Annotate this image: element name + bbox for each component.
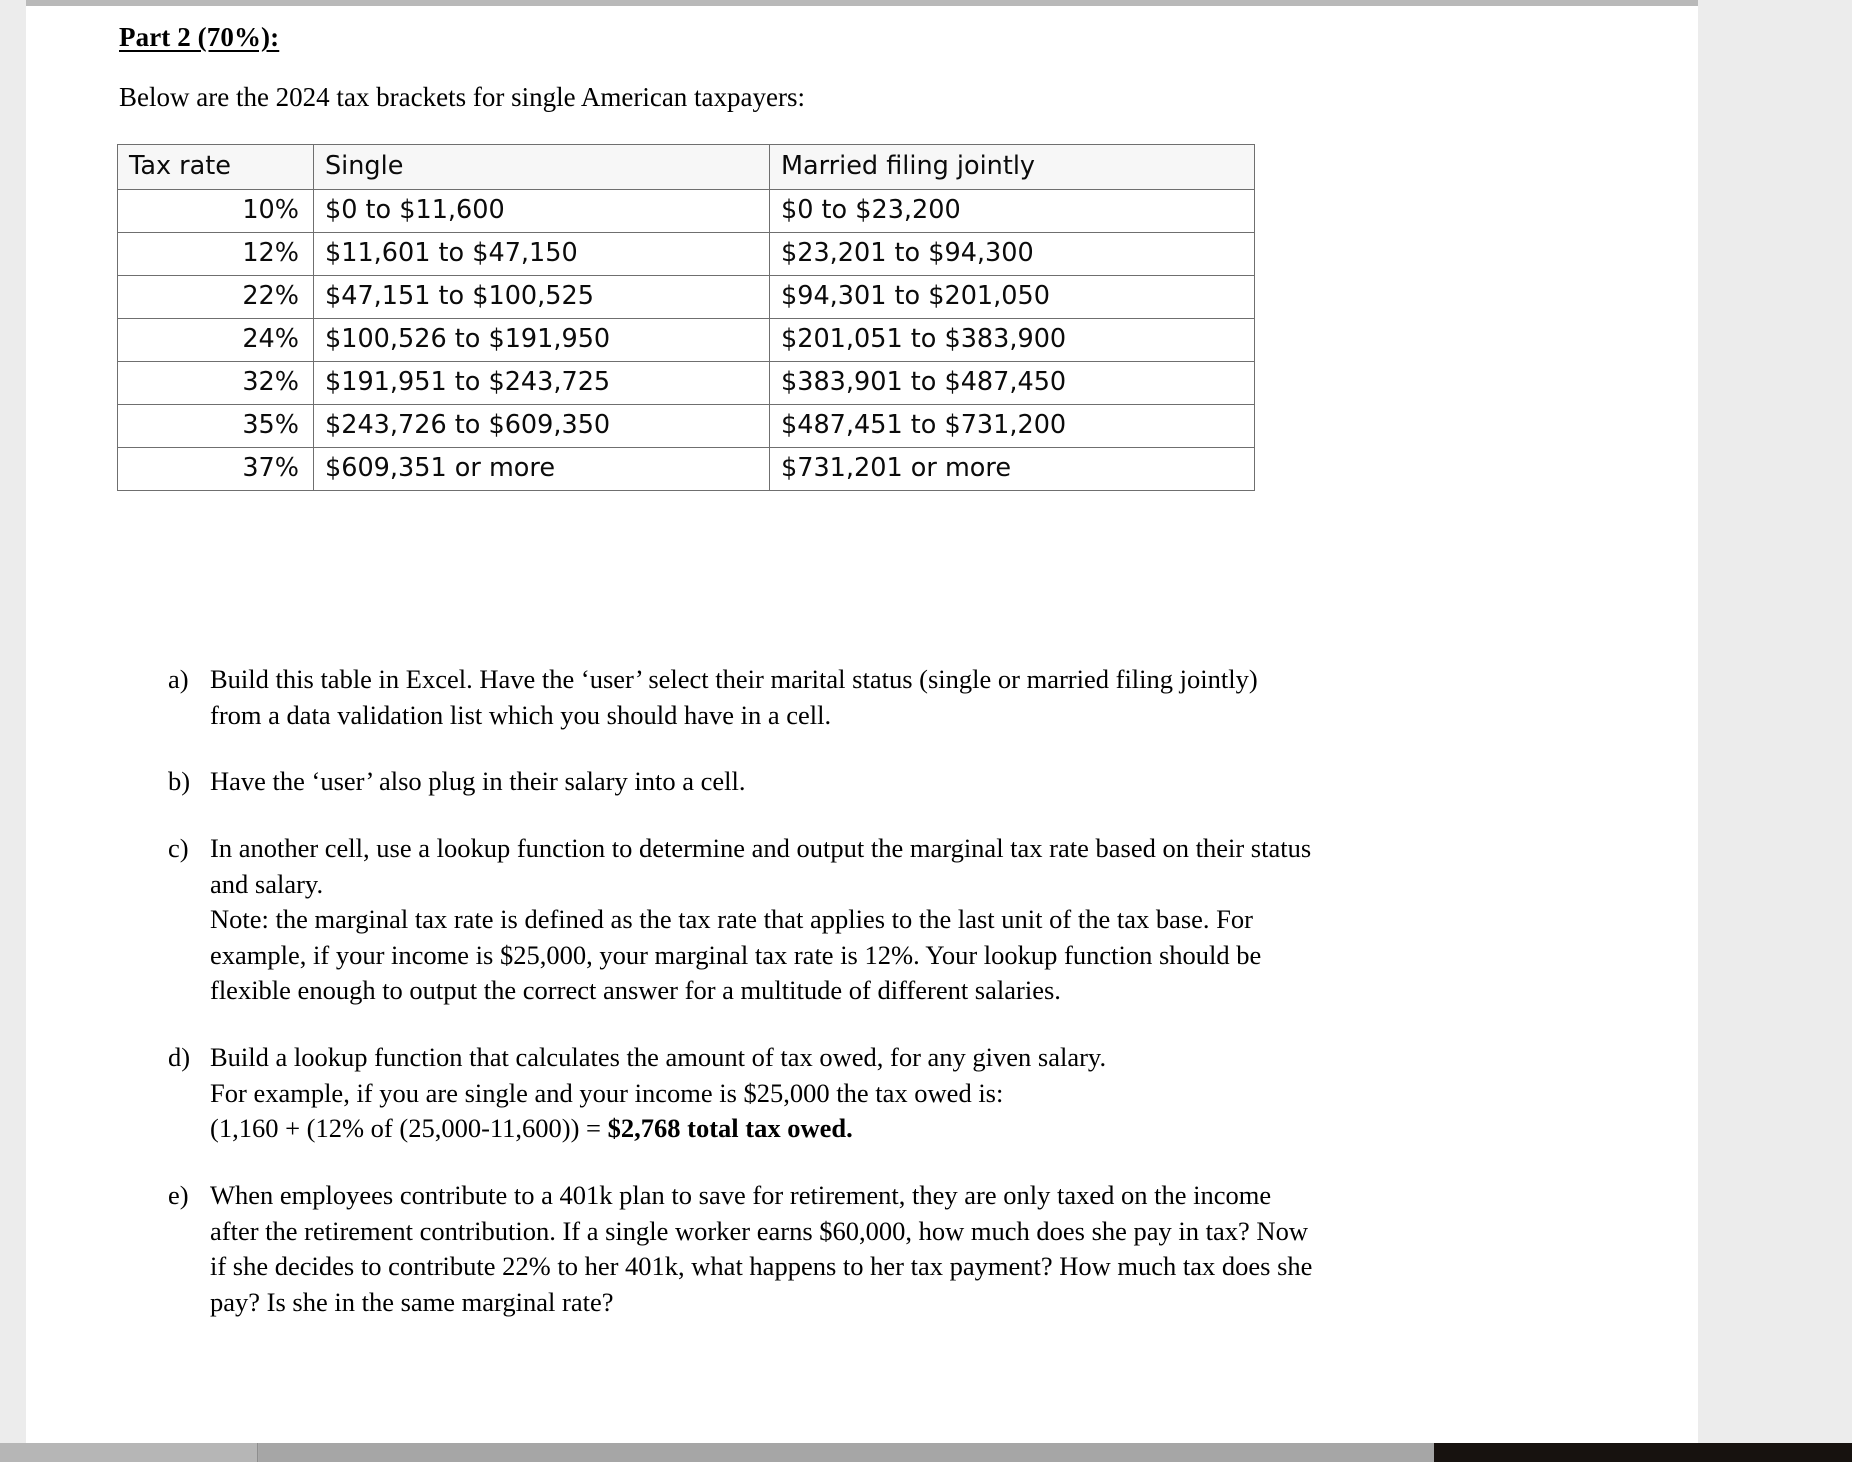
task-text xyxy=(210,831,1454,1009)
cell-married-range: $731,201 or more xyxy=(770,448,1255,491)
list-marker: a) xyxy=(168,664,189,694)
task-line: if she decides to contribute 22% to her 401k, what happens to her tax payment? How much tax does she xyxy=(210,1251,1313,1282)
table-row xyxy=(118,276,1255,319)
cell-tax-rate: 22% xyxy=(118,276,314,319)
scrollbar-track-right[interactable] xyxy=(1434,1443,1852,1462)
column-header-tax-rate: Tax rate xyxy=(118,145,314,190)
intro-paragraph: Below are the 2024 tax brackets for single American taxpayers: xyxy=(119,82,806,112)
cell-single-range: $11,601 to $47,150 xyxy=(314,233,770,276)
table-header-row xyxy=(118,145,1255,190)
list-marker: b) xyxy=(168,766,191,797)
page-right-margin xyxy=(1698,0,1852,1443)
task-item-a xyxy=(154,662,1454,733)
task-note-line: Note: the marginal tax rate is defined as the tax rate that applies to the last unit of the tax base. For xyxy=(210,904,1253,935)
table-body xyxy=(118,190,1255,491)
task-item-b xyxy=(154,764,1454,800)
cell-married-range: $487,451 to $731,200 xyxy=(770,405,1255,448)
list-marker: e) xyxy=(168,1180,189,1211)
task-text xyxy=(210,1178,1454,1321)
task-line: For example, if you are single and your income is $25,000 the tax owed is: xyxy=(210,1077,1004,1108)
table-row xyxy=(118,362,1255,405)
cell-married-range: $94,301 to $201,050 xyxy=(770,276,1255,319)
table-row xyxy=(118,405,1255,448)
task-line: Build this table in Excel. Have the ‘user’ select their marital status (single or married filing jointly) xyxy=(210,664,1258,694)
cell-tax-rate: 24% xyxy=(118,319,314,362)
tax-bracket-table-container xyxy=(117,144,1254,491)
task-item-e xyxy=(154,1178,1454,1321)
cell-single-range: $47,151 to $100,525 xyxy=(314,276,770,319)
table-row xyxy=(118,319,1255,362)
cell-tax-rate: 37% xyxy=(118,448,314,491)
cell-married-range: $383,901 to $487,450 xyxy=(770,362,1255,405)
task-note-line: flexible enough to output the correct answer for a multitude of different salaries. xyxy=(210,975,1061,1006)
table-row xyxy=(118,190,1255,233)
cell-tax-rate: 35% xyxy=(118,405,314,448)
cell-tax-rate: 12% xyxy=(118,233,314,276)
cell-single-range: $191,951 to $243,725 xyxy=(314,362,770,405)
cell-single-range: $0 to $11,600 xyxy=(314,190,770,233)
cell-married-range: $23,201 to $94,300 xyxy=(770,233,1255,276)
cell-single-range: $243,726 to $609,350 xyxy=(314,405,770,448)
task-text xyxy=(210,662,1454,733)
list-marker: c) xyxy=(168,832,189,863)
task-line: Build a lookup function that calculates the amount of tax owed, for any given salary. xyxy=(210,1042,1107,1073)
scrollbar-track-left[interactable] xyxy=(0,1443,258,1462)
task-line: from a data validation list which you should have in a cell. xyxy=(210,699,832,730)
table-row xyxy=(118,233,1255,276)
task-formula-line xyxy=(210,1111,1454,1147)
task-item-d xyxy=(154,1040,1454,1147)
task-line: When employees contribute to a 401k plan to save for retirement, they are only taxed on the income xyxy=(210,1180,1272,1211)
task-note-line: example, if your income is $25,000, your marginal tax rate is 12%. Your lookup function should be xyxy=(210,939,1262,970)
task-item-c xyxy=(154,831,1454,1009)
task-list xyxy=(154,662,1454,1352)
document-content xyxy=(26,0,1698,1443)
table-row xyxy=(118,448,1255,491)
cell-married-range: $201,051 to $383,900 xyxy=(770,319,1255,362)
task-text xyxy=(210,1040,1454,1147)
column-header-single: Single xyxy=(314,145,770,190)
cell-single-range: $609,351 or more xyxy=(314,448,770,491)
formula-expression: (1,160 + (12% of (25,000-11,600)) = xyxy=(210,1113,608,1144)
formula-result: $2,768 total tax owed. xyxy=(607,1113,853,1144)
cell-married-range: $0 to $23,200 xyxy=(770,190,1255,233)
task-line: and salary. xyxy=(210,868,324,899)
task-line: pay? Is she in the same marginal rate? xyxy=(210,1286,614,1317)
task-text xyxy=(210,764,1454,800)
scrollbar-thumb[interactable] xyxy=(259,1443,1434,1462)
section-heading: Part 2 (70%): xyxy=(119,22,280,52)
tax-bracket-table xyxy=(117,144,1255,491)
column-header-married: Married filing jointly xyxy=(770,145,1255,190)
cell-single-range: $100,526 to $191,950 xyxy=(314,319,770,362)
page-left-margin xyxy=(0,0,26,1443)
document-page xyxy=(26,0,1698,1443)
list-marker: d) xyxy=(168,1042,191,1073)
horizontal-scrollbar[interactable] xyxy=(0,1443,1852,1462)
cell-tax-rate: 10% xyxy=(118,190,314,233)
cell-tax-rate: 32% xyxy=(118,362,314,405)
task-line: In another cell, use a lookup function to determine and output the marginal tax rate based on their status xyxy=(210,832,1312,863)
task-line: after the retirement contribution. If a single worker earns $60,000, how much does she pay in tax? Now xyxy=(210,1215,1308,1246)
task-line: Have the ‘user’ also plug in their salary into a cell. xyxy=(210,766,746,797)
